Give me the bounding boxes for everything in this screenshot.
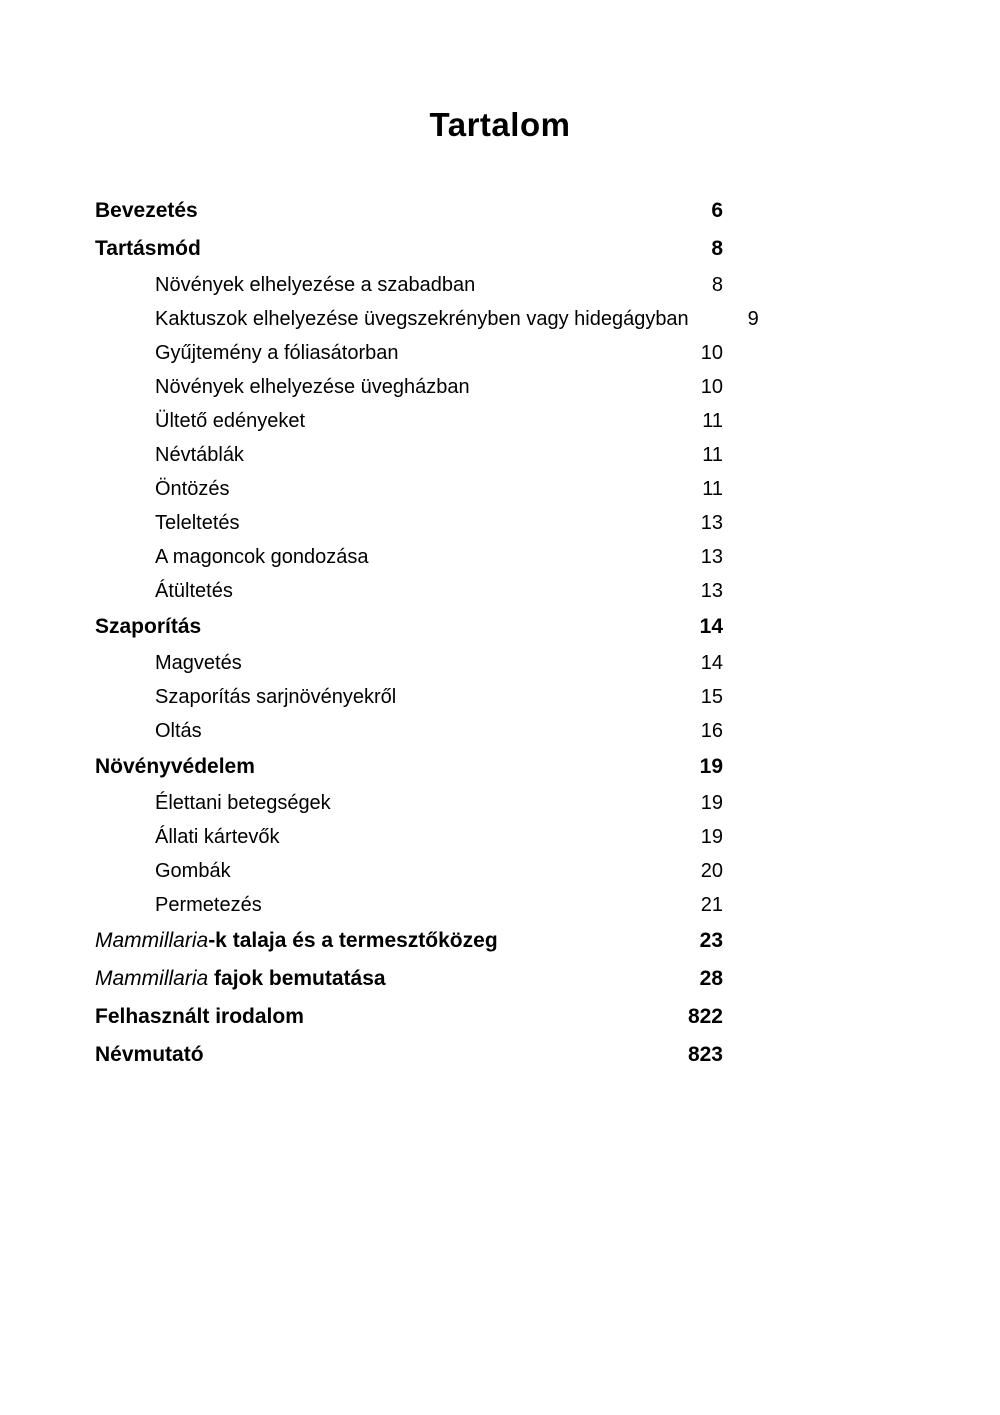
toc-entry-text: Névtáblák (155, 443, 244, 466)
toc-entry (95, 998, 723, 1036)
toc-entry-page-number: 15 (700, 685, 723, 708)
toc-entry (95, 404, 723, 438)
toc-entry-label (95, 894, 262, 917)
toc-entry-page-number: 11 (702, 477, 723, 500)
toc-entry (95, 192, 723, 230)
toc-entry (95, 336, 723, 370)
toc-entry-page-number: 23 (699, 929, 723, 952)
toc-entry-page-number: 8 (711, 237, 723, 260)
toc-entry-label (95, 410, 305, 433)
toc-entry-page-number: 8 (711, 273, 723, 296)
toc-entry-label (95, 686, 396, 709)
toc-entry-label (95, 546, 369, 569)
toc-entry-page-number: 14 (700, 651, 723, 674)
toc-entry-text: Ültető edényeket (155, 409, 306, 432)
toc-entry-label (95, 615, 201, 639)
toc-entry (95, 1036, 723, 1074)
toc-entry-page-number: 13 (700, 579, 723, 602)
toc-entry-text: Növényvédelem (95, 755, 255, 778)
toc-entry-label (95, 1005, 304, 1029)
toc-entry (95, 680, 723, 714)
toc-entry-text: Öntözés (155, 477, 230, 500)
toc-entry-label (95, 929, 498, 953)
toc-entry-page-number: 6 (711, 199, 723, 222)
toc-entry (95, 438, 723, 472)
toc-entry (95, 820, 723, 854)
toc-entry-page-number: 9 (747, 307, 759, 330)
toc-entry-text: Növények elhelyezése üvegházban (155, 375, 470, 398)
toc-entry-text: Átültetés (155, 579, 233, 602)
toc-entry (95, 646, 723, 680)
toc-entry-page-number: 19 (699, 755, 723, 778)
toc-entry-text: -k talaja és a termesztőközeg (208, 929, 498, 952)
toc-entry (95, 302, 759, 336)
toc-entry-label (95, 1043, 204, 1067)
toc-entry-text: Felhasznált irodalom (95, 1005, 304, 1028)
toc-entry-text: Teleltetés (155, 511, 240, 534)
toc-entry-label (95, 826, 280, 849)
toc-entry-page-number: 13 (700, 545, 723, 568)
toc-entry-text: Növények elhelyezése a szabadban (155, 273, 476, 296)
toc-entry-label (95, 860, 231, 883)
toc-entry-label (95, 478, 229, 501)
toc-entry-page-number: 21 (700, 893, 723, 916)
toc-entry-page-number: 14 (699, 615, 723, 638)
toc-entry (95, 922, 723, 960)
toc-entry (95, 540, 723, 574)
toc-entry-text: Élettani betegségek (155, 791, 331, 814)
toc-entry (95, 268, 723, 302)
toc-entry-page-number: 16 (700, 719, 723, 742)
toc-entry-text: Permetezés (155, 893, 262, 916)
toc-entry-page-number: 11 (702, 409, 723, 432)
toc-entry-text: A magoncok gondozása (155, 545, 369, 568)
page-title: Tartalom (429, 106, 571, 143)
toc-entry-label (95, 274, 475, 297)
toc-entry-italic-text: Mammillaria (95, 929, 209, 952)
toc-entry-page-number: 20 (700, 859, 723, 882)
toc-entry-label (95, 755, 255, 779)
toc-entry-text: Gyűjtemény a fóliasátorban (155, 341, 399, 364)
toc-entry-label (95, 512, 240, 535)
toc-entry-label (95, 376, 470, 399)
toc-entry-page-number: 28 (699, 967, 723, 990)
toc-entry-label (95, 652, 242, 675)
toc-entry (95, 370, 723, 404)
toc-entry-text: Magvetés (155, 651, 242, 674)
toc-entry-text: Kaktuszok elhelyezése üvegszekrényben vagy hidegágyban (155, 307, 689, 330)
toc-entry-label (95, 580, 233, 603)
toc-entry-page-number: 823 (687, 1043, 723, 1066)
toc-entry-text: Tartásmód (95, 237, 201, 260)
toc-entry-label (95, 342, 398, 365)
toc-entry-text: fajok bemutatása (208, 967, 386, 990)
toc-entry-text: Bevezetés (95, 199, 198, 222)
toc-entry-label (95, 308, 689, 331)
toc-entry (95, 714, 723, 748)
toc-entry-text: Szaporítás sarjnövényekről (155, 685, 397, 708)
toc-entry-text: Gombák (155, 859, 231, 882)
toc-entry (95, 748, 723, 786)
toc-entry-label (95, 967, 386, 991)
toc-entry-label (95, 792, 331, 815)
toc-entry (95, 608, 723, 646)
toc-entry-text: Szaporítás (95, 615, 202, 638)
toc-entry-italic-text: Mammillaria (95, 967, 209, 990)
toc-entry-text: Oltás (155, 719, 202, 742)
toc-entry-page-number: 19 (700, 791, 723, 814)
toc-entry (95, 786, 723, 820)
toc-entry (95, 854, 723, 888)
toc-entry-page-number: 13 (700, 511, 723, 534)
toc-entry (95, 472, 723, 506)
table-of-contents (95, 192, 759, 1074)
toc-entry-text: Névmutató (95, 1043, 204, 1066)
toc-entry (95, 230, 723, 268)
toc-entry-label (95, 720, 202, 743)
toc-entry (95, 574, 723, 608)
toc-entry-label (95, 237, 201, 261)
toc-entry-label (95, 199, 198, 223)
toc-entry-page-number: 10 (700, 375, 723, 398)
toc-entry (95, 506, 723, 540)
toc-entry-page-number: 822 (687, 1005, 723, 1028)
toc-entry-page-number: 19 (700, 825, 723, 848)
toc-entry-label (95, 444, 244, 467)
toc-entry-text: Állati kártevők (155, 825, 280, 848)
toc-entry (95, 888, 723, 922)
toc-entry-page-number: 10 (700, 341, 723, 364)
toc-entry-page-number: 11 (702, 443, 723, 466)
toc-entry (95, 960, 723, 998)
